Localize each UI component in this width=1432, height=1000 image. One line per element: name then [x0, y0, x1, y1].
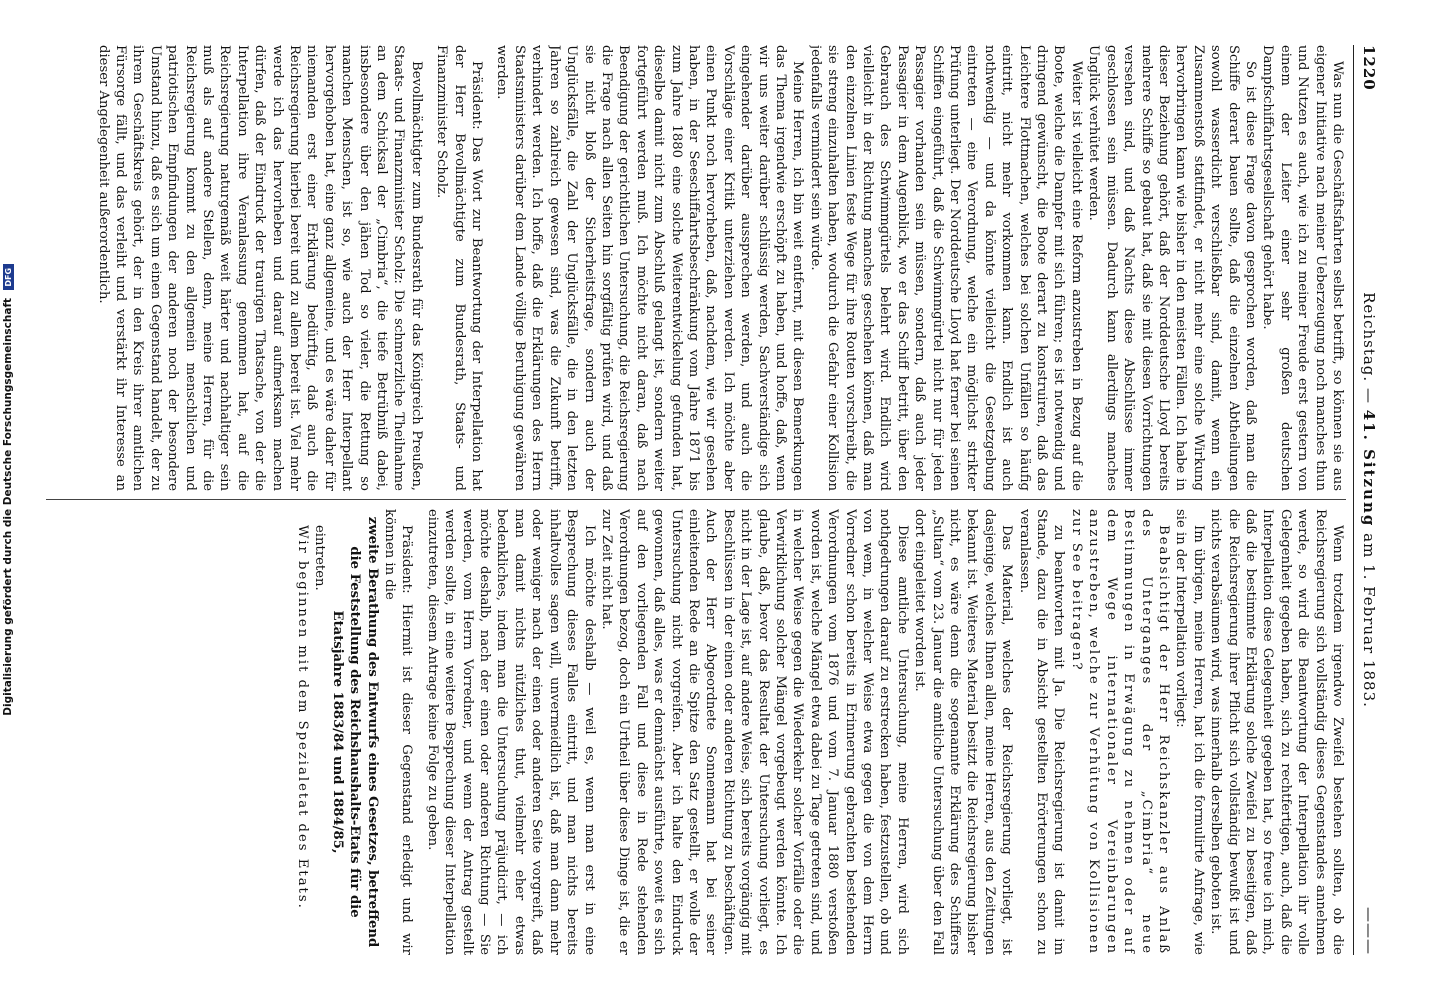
title-date: am 1. Februar 1883. — [1360, 533, 1378, 708]
paragraph: Wenn trotzdem irgendwo Zweifel bestehen sollten, ob die Reichsregierung sich vollständig dieses Gegenstandes annehmen werde, so wird die Beantwortung der Interpellation ihr volle Gelegenheit gegeben haben, sich zu rechtfertigen, auch, daß die Interpellation diese Gelegenheit gegeben hat, so freue ich mich, daß die bestimmte Erklärung solche Zweifel zu beseitigen, daß die Reichsregierung ihrer Pflicht sich vollständig bewußt ist und nichts verabsäumen wird, was innerhalb derselben geboten ist. — [1208, 509, 1345, 955]
header-right-mark: ——— — [1360, 907, 1378, 955]
right-column — [46, 509, 1346, 955]
paragraph: Diese amtliche Untersuchung, meine Herren, wird sich nothgedrungen darauf zu erstrecken haben, festzustellen, ob und von wem, in welcher Weise etwa gegen die von dem Herrn Vorredner schon bereits in Erinnerung gebrachten bestehenden Verordnungen vom 1876 und vom 7. Januar 1880 verstoßen worden ist, welche Mängel etwa dabei zu Tage getreten sind, und in welcher Weise gegen die Wiederkehr solcher Vorfälle oder die Verwirklichung solcher Mängel vorgebeugt werden könnte. Ich glaube, daß, bevor das Resultat der Untersuchung vorliegt, es nicht in der Lage ist, auf andere Weise, sich bereits vorgängig mit Beschlüssen in der einen oder anderen Richtung zu beschäftigen. Auch der Herr Abgeordnete Sonnemann hat bei seiner einleitenden Rede an die Spitze den Satz gestellt, er wolle der Untersuchung nicht vorgreifen. Aber ich halte den Eindruck gewonnen, daß alles, was er demnächst ausführte, soweit es sich auf den vorliegenden Fall und diese in Rede stehenden Verordnungen bezog, doch ein Urtheil über diese Dinge ist, die er zur Zeit nicht hat. — [598, 509, 910, 955]
title-session: 41. Sitzung — [1360, 409, 1378, 528]
dfg-logo-icon: DFG — [3, 264, 14, 290]
paragraph: Das Material, welches der Reichsregierung vorliegt, ist dasjenige, welches Ihnen allen, meine Herren, aus den Zeitungen bekannt ist. Weiteres Material besitzt die Reichsregierung bisher nicht, es wäre denn die sogenannte Erklärung des Schiffers „Sultan“ vom 23. Januar die amtliche Untersuchung über den Fall dort eingeleitet worden ist. — [912, 509, 1015, 955]
column-divider — [46, 499, 1346, 500]
document-page — [22, 5, 1412, 995]
title-dash: — — [1360, 387, 1378, 404]
agenda-item-heading: zweite Berathung des Entwurfs eines Gesetzes, betreffend die Feststellung des Reichshaushalts-Etats für die Etatsjahre 1883/84 und 1884/85, — [329, 516, 380, 948]
paragraph: Ich möchte deshalb — weil es, wenn man erst in eine Besprechung dieses Falles eintritt, und man nichts bereits inhaltvolles sagen will, unvermeidlich ist, daß man dann mehr oder weniger nach der einen oder anderen Seite vorgreift, daß man damit nichts nützliches thut, vielmehr eher etwas bedenkliches, indem man die Untersuchung präjudicirt, — ich möchte deshalb, nach der einen oder anderen Richtung — Sie werden, vom Herrn Vorredner, und wenn der Antrag gestellt werden sollte, in eine weitere Besprechung dieser Interpellation einzutreten, diesem Antrage keine Folge zu geben. — [424, 509, 597, 955]
paragraph: Wir beginnen mit dem Spezialetat des Etats. — [295, 525, 311, 910]
title-left: Reichstag. — [1360, 292, 1378, 383]
interpellation-quote: Beabsichtigt der Herr Reichskanzler aus Anlaß des Unterganges der „Cimbria“ neue Bestimmungen in Erwägung zu nehmen oder auf dem Wege internationaler Vereinbarungen anzustreben, welche zur Verhütung von Kollisionen zur See beitragen? — [1068, 509, 1171, 955]
left-column — [46, 45, 1346, 491]
president-remark: Präsident: Hiermit ist dieser Gegenstand erledigt und wir können in die — [382, 509, 415, 955]
page-title — [1360, 45, 1378, 955]
paragraph: Was nun die Geschäftsfahrten selbst betrifft, so können sie aus eigener Initiative nach meiner Ueberzeugung noch manches thun und Nutzen es auch, wie ich zu meiner Freude erst gestern von einem der Leiter einer sehr großen deutschen Dampfschiffahrtsgesellschaft gehört habe. — [1260, 45, 1345, 491]
running-header — [1352, 45, 1378, 955]
paragraph: Bevollmächtigter zum Bundesrath für das Königreich Preußen, Staats- und Finanzminister Scholz: Die schmerzliche Theilnahme an dem Schicksal der „Cimbria“, die tiefe Betrübniß dabei, insbesondere über den jähen Tod so vieler, die Rettung so manchen Menschen, ist so, wie auch der Herr Interpellant hervorgehoben hat, eine ganz allgemeine, und es wäre daher für niemanden erst einer Erklärung bedürftig, daß auch die Reichsregierung hierbei bereit und zu allem bereit ist. Viel mehr werde ich das hervorheben und darauf aufmerksam machen dürfen, daß der Eindruck der traurigen Thatsache, von der die Interpellation ihre Veranlassung genommen hat, auf die Reichsregierung naturgemäß weit härter und nachhaltiger sein muß als auf andere Stellen, denn, meine Herren, für die Reichsregierung kommt zu den allgemein menschlichen und patriotischen Empfindungen der anderen noch der besondere Umstand hinzu, daß es sich um einen Gegenstand handelt, der zu ihrem Geschäftskreis gehört, der in den Kreis ihrer amtlichen Fürsorge fällt, und das verleiht und verstärkt ihr Interesse an dieser Angelegenheit außerordentlich. — [95, 45, 424, 491]
paragraph: Meine Herren, ich bin weit entfernt, mit diesen Bemerkungen das Thema irgendwie erschöpft zu haben, und hoffe, daß, wenn wir uns weiter darüber schlüssig werden, Sachverständige sich eingehender darüber aussprechen werden, und auch die Vorschläge einer Kritik unterziehen werden. Ich möchte aber einen Punkt noch hervorheben, daß, nachdem, wie wir gesehen haben, in der Seeschiffahrtsbeschränkung vom Jahre 1871 bis zum Jahre 1880 eine solche Weiterentwickelung gefunden hat, dieselbe damit nicht zum Abschluß gelangt ist, sondern weiter fortgeführt werden muß. Ich möchte nicht daran, daß nach Beendigung der gerichtlichen Untersuchung, die Reichsregierung die Frage nach allen Seiten hin sorgfältig prüfen wird, und daß sie nicht bloß der Sicherheitsfrage, sondern auch der Unglücksfälle, die Zahl der Unglücksfälle, die in den letzten Jahren so zahlreich gewesen sind, was die Zukunft betrifft, verhindert werden. Ich hoffe, daß die Erklärungen des Herrn Staatsministers darüber dem Lande völlige Beruhigung gewähren werden. — [494, 45, 806, 491]
paragraph: eintreten. — [312, 525, 328, 591]
president-remark: Präsident: Das Wort zur Beantwortung der Interpellation hat der Herr Bevollmächtigte zum Bundesrath, Staats- und Finanzminister Scholz. — [434, 45, 485, 491]
credit-text: Digitalisierung gefördert durch die Deutsche Forschungsgemeinschaft — [2, 297, 14, 716]
page-number: 1220 — [1360, 45, 1378, 91]
header-rule — [1353, 45, 1354, 955]
paragraph: zu beantworten mit Ja. Die Reichsregierung ist damit im Stande, dazu die in Absicht gestellten Erörterungen schon zu veranlassen. — [1016, 509, 1067, 955]
paragraph: Weiter ist vielleicht eine Reform anzustreben in Bezug auf die Boote, welche die Dampfer mit sich führen; es ist notwendig und dringend gewünscht, die Boote derart zu konstruiren, daß das Leichtere Flottmachen, welches bei solchen Unfällen so häufig eintritt, nicht mehr vorkommen kann. Endlich ist auch nothwendig — und da könnte vielleicht die Gesetzgebung eintreten — eine Verordnung, welche ein möglichst strikter Prüfung unterliegt. Der Norddeutsche Lloyd hat ferner bei seinen Schiffen eingeführt, daß die Schwimmgürtel nicht nur für jeden Passagier vorhanden sein müssen, sondern, daß auch jeder Passagier in dem Augenblick, wo er das Schiff betritt, über den Gebrauch des Schwimmgürtels belehrt wird. Endlich wird vielleicht in der Richtung manches geschehen können, daß man den einzelnen Linien feste Wege für ihre Routen vorschreibt, die sie streng einzuhalten haben, wodurch die Gefahr einer Kollision jedenfalls vermindert sein würde. — [807, 45, 1084, 491]
paragraph: So ist diese Frage davon gesprochen worden, daß man die Schiffe derart bauen sollte, daß die einzelnen Abtheilungen sowohl wasserdicht verschließbar sind, damit, wenn ein Zusammenstoß stattfindet, er nicht mehr eine solche Wirkung hervorbringen kann wie bisher in den meisten Fällen. Ich habe in dieser Beziehung gehört, daß der Norddeutsche Lloyd bereits mehrere Schiffe so gebaut hat, daß sie mit diesen Vorrichtungen versehen sind, und daß Nachts diese Abschlüsse immer geschlossen sein müssen. Dadurch kann allerdings manches Unglück verhütet werden. — [1086, 45, 1258, 491]
paragraph: Im übrigen, meine Herren, hat ich die formulirte Anfrage, wie sie in der Interpellation vorliegt: — [1173, 509, 1206, 955]
